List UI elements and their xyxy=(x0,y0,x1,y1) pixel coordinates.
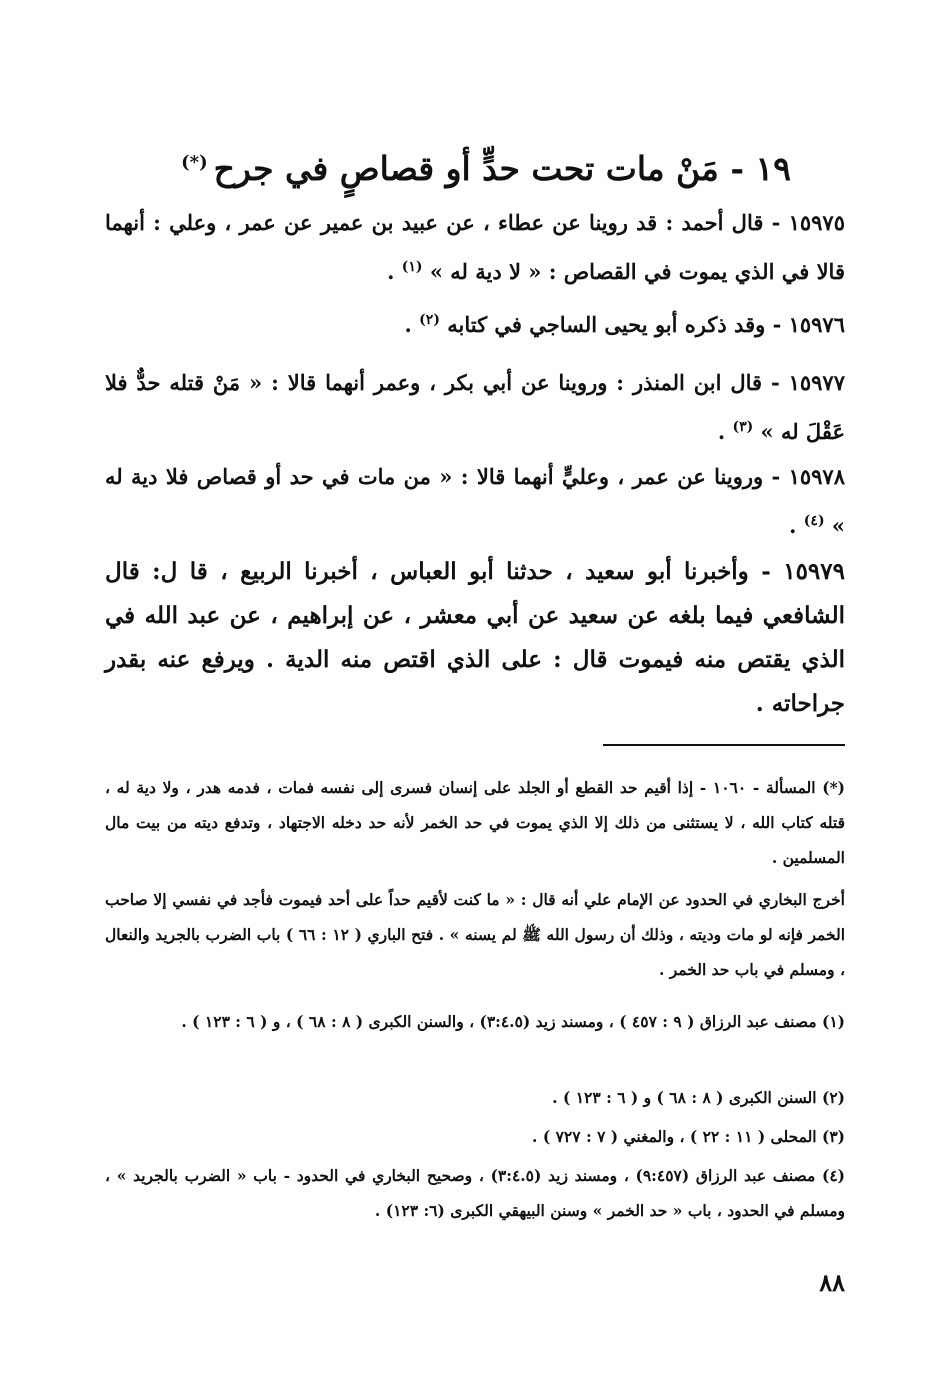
paragraph-15976 xyxy=(105,298,845,347)
paragraph-text: ١٥٩٧٦ - وقد ذكره أبو يحيى الساجي في كتابه xyxy=(439,312,845,337)
paragraph-15977 xyxy=(105,360,845,454)
paragraph-tail: . xyxy=(404,312,420,337)
page-number: ٨٨ xyxy=(819,1268,845,1297)
paragraph-tail: . xyxy=(717,419,733,444)
paragraph-text: ١٥٩٧٧ - قال ابن المنذر : وروينا عن أبي بكر ، وعمر أنهما قالا : « مَنْ قتله حدٌّ فلا عَقْلَ له » xyxy=(105,370,845,444)
footnote-separator xyxy=(603,744,845,746)
paragraph-text: ١٥٩٧٥ - قال أحمد : قد روينا عن عطاء ، عن عبيد بن عمير عن عمر ، وعلي : أنهما قالا في الذي يموت في القصاص : « لا دية له » xyxy=(105,210,845,284)
paragraph-15978 xyxy=(105,454,845,548)
footnote-1: (١) مصنف عبد الرزاق ( ٩ : ٤٥٧ ) ، ومسند زيد (٣:٤.٥) ، والسنن الكبرى ( ٨ : ٦٨ ) ، و ( ٦ : ١٢٣ ) . xyxy=(181,1012,845,1031)
footnote-2: (٢) السنن الكبرى ( ٨ : ٦٨ ) و ( ٦ : ١٢٣ ) . xyxy=(552,1088,845,1107)
chapter-footnote-marker: (*) xyxy=(181,152,208,173)
paragraph-15979 xyxy=(105,550,845,726)
footnote-issue: (*) المسألة - ١٠٦٠ - إذا أقيم حد القطع أو الجلد على إنسان فسرى إلى نفسه فمات ، فدمه هدر ، ولا دية له ، قتله كتاب الله ، لا يستثنى من ذلك إلا الذي يموت في حد الخمر لأنه حد دخله الاجتهاد ، وتدفع ديته من بيت مال المسلمين . xyxy=(105,778,846,867)
paragraph-tail: . xyxy=(789,513,804,538)
paragraph-text: ١٥٩٧٩ - وأخبرنا أبو سعيد ، حدثنا أبو العباس ، أخبرنا الربيع ، قا ل: قال الشافعي فيما بلغه عن سعيد عن أبي معشر ، عن إبراهيم ، عن عبد الله في الذي يقتص منه فيموت قال : على الذي اقتص منه الدية . ويرفع عنه بقدر جراحاته . xyxy=(105,558,845,717)
footnote-ref: (١) xyxy=(401,259,423,275)
footnote-ref: (٤) xyxy=(803,513,825,529)
paragraph-tail: . xyxy=(387,259,402,284)
footnote-3: (٣) المحلى ( ١١ : ٢٢ ) ، والمغني ( ٧ : ٧٢٧ ) . xyxy=(532,1127,845,1146)
footnote-ref: (٢) xyxy=(419,312,440,328)
footnote-bukhari: أخرج البخاري في الحدود عن الإمام علي أنه قال : « ما كنت لأقيم حداً على أحد فيموت فأجد في نفسي إلا صاحب الخمر فإنه لو مات وديته ، وذلك أن رسول الله ﷺ لم يسنه » . فتح الباري ( ١٢ : ٦٦ ) باب الضرب بالجريد والنعال ، ومسلم في باب حد الخمر . xyxy=(105,890,846,979)
paragraph-15975 xyxy=(105,200,845,294)
chapter-title: ١٩ - مَنْ مات تحت حدٍّ أو قصاصٍ في جرح xyxy=(213,149,791,188)
footnote-4: (٤) مصنف عبد الرزاق (٩:٤٥٧) ، ومسند زيد (٣:٤.٥) ، وصحيح البخاري في الحدود - باب « الضرب بالجريد » ، ومسلم في الحدود ، باب « حد الخمر » وسنن البيهقي الكبرى (٦: ١٢٣) . xyxy=(105,1166,845,1220)
chapter-heading xyxy=(91,138,791,194)
footnote-ref: (٣) xyxy=(732,419,754,435)
paragraph-text: ١٥٩٧٨ - وروينا عن عمر ، وعليٍّ أنهما قالا : « من مات في حد أو قصاص فلا دية له » xyxy=(105,464,845,538)
